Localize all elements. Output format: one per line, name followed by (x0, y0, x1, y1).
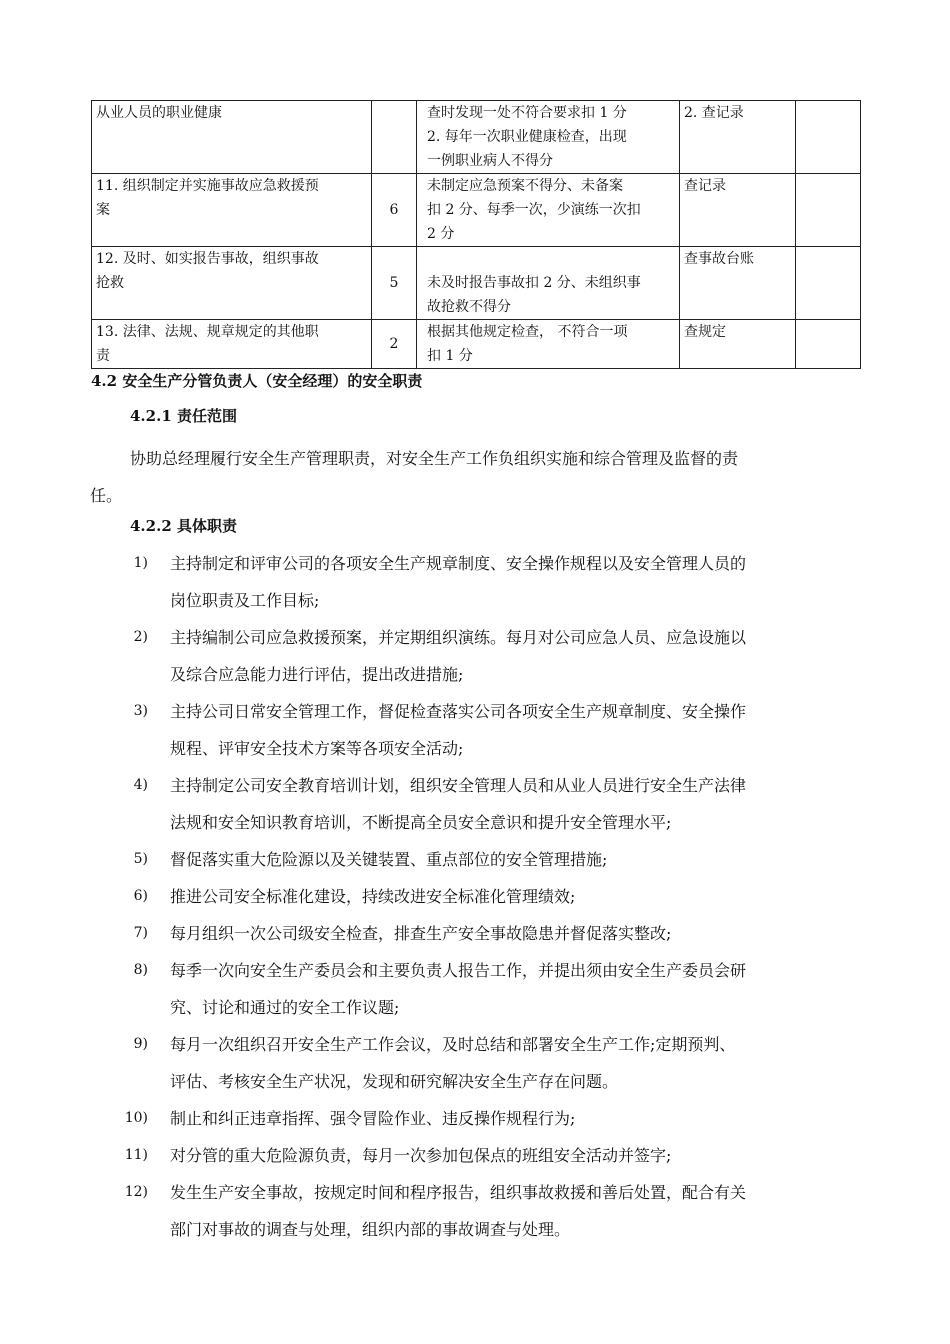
duty-text-line: 督促落实重大危险源以及关键装置、重点部位的安全管理措施; (170, 850, 608, 869)
score-cell (372, 101, 417, 174)
result-cell (796, 101, 861, 174)
item-line: 12. 及时、如实报告事故，组织事故 (96, 251, 319, 267)
method-line: 一例职业病人不得分 (427, 153, 553, 169)
assessment-table (91, 100, 861, 369)
method-cell (417, 247, 680, 320)
duty-item (0, 1026, 860, 1100)
method-line: 未及时报告事故扣 2 分、未组织事 (427, 275, 641, 291)
duty-text-line: 每季一次向安全生产委员会和主要负责人报告工作，并提出须由安全生产委员会研 (170, 961, 747, 980)
subsection-heading-scope: 4.2.1 责任范围 (130, 407, 237, 425)
duty-text-line: 对分管的重大危险源负责，每月一次参加包保点的班组安全活动并签字; (170, 1146, 672, 1165)
score-cell: 6 (372, 174, 417, 247)
duties-list (0, 545, 950, 1248)
section-heading: 4.2 安全生产分管负责人（安全经理）的安全职责 (91, 372, 423, 390)
duty-text-line: 制止和纠正违章指挥、强令冒险作业、违反操作规程行为; (170, 1109, 576, 1128)
duty-item (0, 545, 860, 619)
method-line: 根据其他规定检查， 不符合一项 (427, 324, 628, 340)
duty-item (0, 1137, 860, 1174)
duty-text-line: 主持编制公司应急救援预案，并定期组织演练。每月对公司应急人员、应急设施以 (170, 628, 747, 647)
method-cell (417, 320, 680, 369)
scope-line: 协助总经理履行安全生产管理职责，对安全生产工作负组织实施和综合管理及监督的责 (130, 449, 739, 468)
duty-item (0, 915, 860, 952)
duty-number: 3) (133, 703, 148, 719)
method-line: 扣 2 分、每季一次，少演练一次扣 (427, 202, 641, 218)
duty-item (0, 693, 860, 767)
result-cell (796, 247, 861, 320)
item-cell (92, 320, 372, 369)
duty-text-line: 发生生产安全事故，按规定时间和程序报告，组织事故救援和善后处置，配合有关 (170, 1183, 747, 1202)
item-line: 案 (96, 202, 110, 218)
score-cell: 2 (372, 320, 417, 369)
check-cell: 查记录 (680, 174, 796, 247)
duty-item (0, 767, 860, 841)
duty-text-line: 每月一次组织召开安全生产工作会议，及时总结和部署安全生产工作;定期预判、 (170, 1035, 736, 1054)
duty-item (0, 878, 860, 915)
duty-text-line: 部门对事故的调查与处理，组织内部的事故调查与处理。 (170, 1220, 571, 1239)
duty-number: 8) (133, 962, 148, 978)
duty-text-line: 规程、评审安全技术方案等各项安全活动; (170, 739, 464, 758)
duty-text-line: 岗位职责及工作目标; (170, 591, 320, 610)
duty-text-line: 法规和安全知识教育培训，不断提高全员安全意识和提升安全管理水平; (170, 813, 672, 832)
duty-number: 12) (124, 1184, 148, 1200)
item-line: 责 (96, 348, 110, 364)
scope-paragraph (90, 440, 860, 514)
method-line (427, 247, 675, 271)
duty-text-line: 每月组织一次公司级安全检查，排查生产安全事故隐患并督促落实整改; (170, 924, 672, 943)
duty-number: 2) (133, 629, 148, 645)
duty-item (0, 1100, 860, 1137)
check-cell: 2. 查记录 (680, 101, 796, 174)
item-line: 从业人员的职业健康 (96, 105, 222, 121)
item-cell (92, 174, 372, 247)
check-cell: 查规定 (680, 320, 796, 369)
duty-number: 7) (133, 925, 148, 941)
duty-number: 10) (124, 1110, 148, 1126)
item-cell (92, 101, 372, 174)
duty-text-line: 评估、考核安全生产状况，发现和研究解决安全生产存在问题。 (170, 1072, 619, 1091)
check-cell: 查事故台账 (680, 247, 796, 320)
result-cell (796, 320, 861, 369)
table-row (92, 174, 861, 247)
duty-number: 11) (124, 1147, 148, 1163)
method-line: 未制定应急预案不得分、未备案 (427, 178, 623, 194)
method-line: 扣 1 分 (427, 348, 473, 364)
duty-text-line: 主持公司日常安全管理工作，督促检查落实公司各项安全生产规章制度、安全操作 (170, 702, 747, 721)
table-row (92, 101, 861, 174)
duty-number: 5) (133, 851, 148, 867)
method-line: 2. 每年一次职业健康检查，出现 (427, 129, 627, 145)
duty-item (0, 841, 860, 878)
result-cell (796, 174, 861, 247)
method-line: 查时发现一处不符合要求扣 1 分 (427, 105, 627, 121)
duty-number: 4) (133, 777, 148, 793)
item-line: 抢救 (96, 275, 124, 291)
item-cell (92, 247, 372, 320)
duty-number: 9) (133, 1036, 148, 1052)
duty-number: 6) (133, 888, 148, 904)
method-cell (417, 174, 680, 247)
item-line: 11. 组织制定并实施事故应急救援预 (96, 178, 319, 194)
scope-line: 任。 (90, 486, 123, 505)
duty-text-line: 主持制定和评审公司的各项安全生产规章制度、安全操作规程以及安全管理人员的 (170, 554, 747, 573)
duty-item (0, 1174, 860, 1248)
item-line: 13. 法律、法规、规章规定的其他职 (96, 324, 319, 340)
table-row (92, 247, 861, 320)
method-cell (417, 101, 680, 174)
duty-text-line: 主持制定公司安全教育培训计划，组织安全管理人员和从业人员进行安全生产法律 (170, 776, 747, 795)
duty-text-line: 推进公司安全标准化建设，持续改进安全标准化管理绩效; (170, 887, 576, 906)
duty-text-line: 及综合应急能力进行评估，提出改进措施; (170, 665, 464, 684)
table-row (92, 320, 861, 369)
score-cell: 5 (372, 247, 417, 320)
duty-number: 1) (133, 555, 148, 571)
method-line: 故抢救不得分 (427, 299, 511, 315)
duty-text-line: 究、讨论和通过的安全工作议题; (170, 998, 400, 1017)
duty-item (0, 619, 860, 693)
duty-item (0, 952, 860, 1026)
method-line: 2 分 (427, 226, 455, 242)
subsection-heading-duties: 4.2.2 具体职责 (130, 517, 237, 535)
